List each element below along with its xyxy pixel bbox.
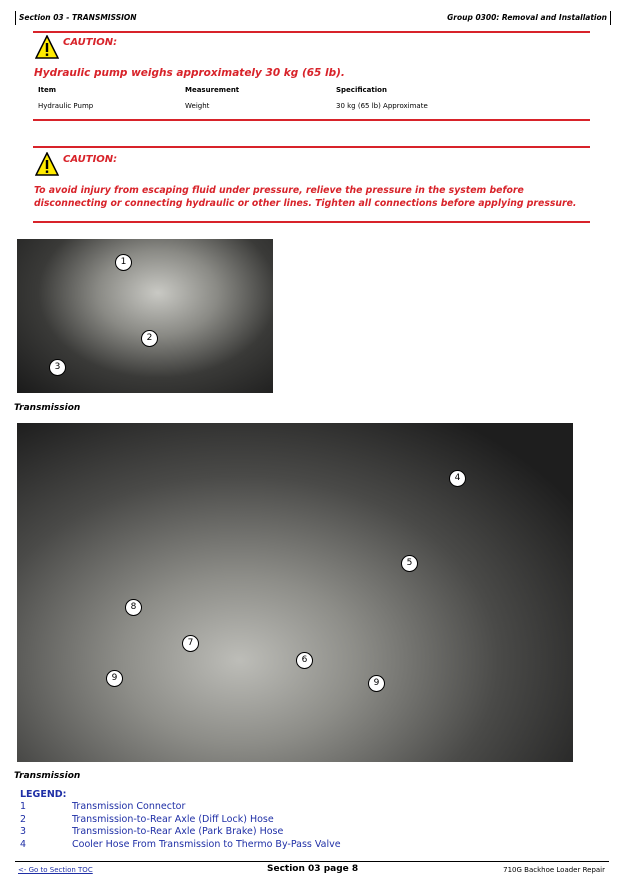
warning-icon xyxy=(35,152,59,176)
legend-item xyxy=(20,813,274,827)
caution-text-line1: To avoid injury from escaping fluid under pressure, relieve the pressure in the system before xyxy=(34,185,524,196)
photo-caption: Transmission xyxy=(14,403,81,413)
warning-icon xyxy=(35,35,59,59)
divider xyxy=(33,221,590,223)
legend-number: 2 xyxy=(20,813,27,825)
callout: 6 xyxy=(296,652,313,669)
group-title: Group 0300: Removal and Installation xyxy=(447,13,607,22)
divider xyxy=(33,31,590,33)
legend-number: 3 xyxy=(20,826,27,837)
callout: 3 xyxy=(49,359,66,376)
callout: 5 xyxy=(401,555,418,572)
legend-item xyxy=(20,801,186,814)
section-toc-link[interactable]: <- Go to Section TOC xyxy=(18,866,93,874)
legend-title: LEGEND: xyxy=(20,789,67,800)
manual-title: 710G Backhoe Loader Repair xyxy=(503,866,605,874)
page-number: Section 03 page 8 xyxy=(267,864,359,874)
caution-label: CAUTION: xyxy=(63,37,118,48)
callout: 7 xyxy=(182,635,199,652)
legend-item xyxy=(20,838,341,852)
callout: 8 xyxy=(125,599,142,616)
caution-text: Hydraulic pump weighs approximately 30 kg (65 lb). xyxy=(34,67,345,79)
legend-text: Transmission Connector xyxy=(72,801,186,812)
table-cell: Weight xyxy=(185,102,210,110)
table-header: Measurement xyxy=(185,86,240,94)
legend-number: 4 xyxy=(20,838,27,850)
section-title: Section 03 - TRANSMISSION xyxy=(19,13,137,22)
table-header: Item xyxy=(38,86,56,94)
page-header xyxy=(15,11,611,25)
footer-divider xyxy=(15,861,609,862)
legend-item xyxy=(20,826,284,839)
transmission-photo-1 xyxy=(17,239,273,393)
divider xyxy=(33,146,590,148)
legend-text: Transmission-to-Rear Axle (Park Brake) Hose xyxy=(72,826,284,837)
photo-caption: Transmission xyxy=(14,771,81,781)
callout: 2 xyxy=(141,330,158,347)
divider xyxy=(33,119,590,121)
table-cell: 30 kg (65 lb) Approximate xyxy=(336,102,428,110)
legend-text: Transmission-to-Rear Axle (Diff Lock) Hose xyxy=(72,813,274,825)
legend-number: 1 xyxy=(20,801,27,812)
transmission-photo-2 xyxy=(17,423,573,762)
table-cell: Hydraulic Pump xyxy=(38,102,94,110)
callout: 1 xyxy=(115,254,132,271)
caution-text-line2: disconnecting or connecting hydraulic or other lines. Tighten all connections before applying pressure. xyxy=(34,198,577,209)
caution-label: CAUTION: xyxy=(63,154,118,165)
legend xyxy=(20,789,341,851)
callout: 9 xyxy=(368,675,385,692)
callout: 9 xyxy=(106,670,123,687)
callout: 4 xyxy=(449,470,466,487)
legend-text: Cooler Hose From Transmission to Thermo By-Pass Valve xyxy=(72,838,341,850)
table-header: Specification xyxy=(336,86,387,94)
